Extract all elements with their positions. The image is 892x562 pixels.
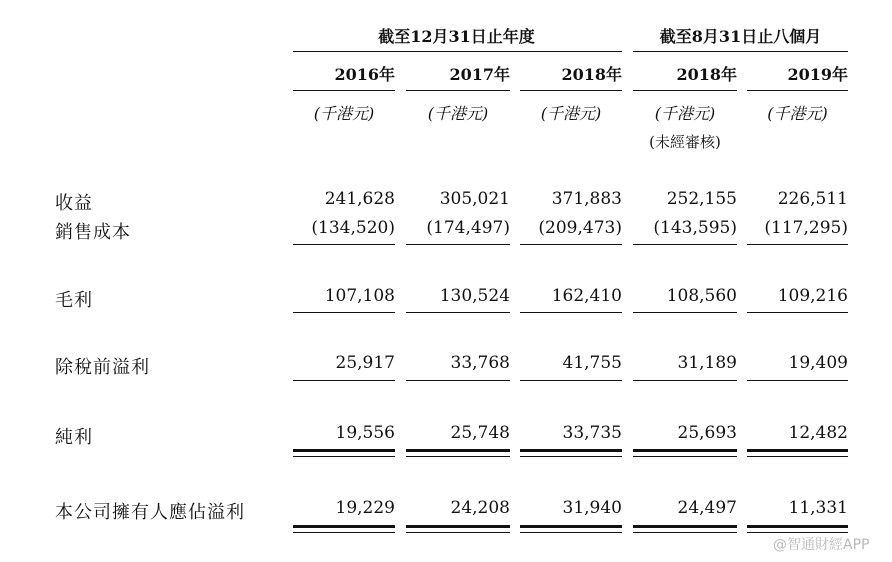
cell-value: 25,693: [677, 423, 737, 443]
row-rule: [293, 244, 395, 245]
row-rule: [406, 312, 510, 313]
cell-value: 33,768: [450, 353, 510, 373]
row-label: 除稅前溢利: [55, 357, 150, 378]
row-double-rule: [747, 525, 848, 528]
watermark-text: @智通財經APP: [773, 537, 870, 553]
cell-value: 130,524: [439, 286, 510, 306]
cell-value: 226,511: [777, 189, 848, 209]
cell-value: (209,473): [538, 218, 622, 238]
cell-value: (143,595): [653, 218, 737, 238]
row-double-rule: [747, 456, 848, 457]
cell-value: 107,108: [324, 286, 395, 306]
cell-value: 31,940: [562, 498, 622, 518]
row-double-rule: [633, 456, 737, 457]
column-year-rule: [520, 90, 622, 91]
column-year-rule: [293, 90, 395, 91]
cell-value: 305,021: [439, 189, 510, 209]
column-unit: (千港元): [540, 104, 602, 123]
row-double-rule: [406, 449, 510, 452]
column-year: 2019年: [787, 65, 848, 84]
column-unit: (千港元): [767, 104, 828, 123]
cell-value: 109,216: [777, 286, 848, 306]
row-label: 銷售成本: [55, 222, 131, 243]
row-rule: [633, 312, 737, 313]
row-double-rule: [406, 525, 510, 528]
row-double-rule: [520, 449, 622, 452]
cell-value: 241,628: [324, 189, 395, 209]
cell-value: 19,556: [335, 423, 395, 443]
column-year-rule: [747, 90, 848, 91]
row-rule: [406, 380, 510, 381]
row-rule: [293, 312, 395, 313]
row-double-rule: [633, 532, 737, 533]
row-double-rule: [520, 532, 622, 533]
cell-value: 24,208: [450, 498, 510, 518]
row-double-rule: [520, 525, 622, 528]
cell-value: 19,409: [788, 353, 848, 373]
header-group-interim-rule: [633, 51, 848, 52]
row-rule: [747, 312, 848, 313]
row-label: 收益: [55, 193, 93, 214]
row-double-rule: [293, 525, 395, 528]
cell-value: 11,331: [788, 498, 848, 518]
column-note-unaudited: (未經審核): [649, 133, 721, 151]
column-unit: (千港元): [313, 104, 375, 123]
cell-value: 371,883: [551, 189, 622, 209]
row-rule: [520, 312, 622, 313]
cell-value: (174,497): [426, 218, 510, 238]
cell-value: 33,735: [562, 423, 622, 443]
row-double-rule: [747, 449, 848, 452]
row-rule: [747, 380, 848, 381]
header-group-interim: 截至8月31日止八個月: [659, 27, 822, 46]
row-label: 毛利: [55, 290, 93, 311]
cell-value: 12,482: [788, 423, 848, 443]
row-double-rule: [293, 449, 395, 452]
row-rule: [406, 244, 510, 245]
cell-value: 108,560: [666, 286, 737, 306]
row-label: 本公司擁有人應佔溢利: [55, 502, 245, 523]
cell-value: 41,755: [562, 353, 622, 373]
column-year-rule: [406, 90, 510, 91]
header-group-annual: 截至12月31日止年度: [378, 27, 535, 46]
column-year: 2018年: [561, 65, 622, 84]
row-double-rule: [633, 449, 737, 452]
header-group-annual-rule: [293, 51, 622, 52]
column-year: 2017年: [449, 65, 510, 84]
cell-value: (117,295): [764, 218, 848, 238]
row-double-rule: [747, 532, 848, 533]
cell-value: (134,520): [311, 218, 395, 238]
cell-value: 162,410: [551, 286, 622, 306]
row-double-rule: [406, 532, 510, 533]
cell-value: 25,917: [335, 353, 395, 373]
column-unit: (千港元): [654, 104, 716, 123]
row-rule: [520, 380, 622, 381]
cell-value: 31,189: [677, 353, 737, 373]
cell-value: 252,155: [666, 189, 737, 209]
cell-value: 24,497: [677, 498, 737, 518]
cell-value: 19,229: [335, 498, 395, 518]
row-rule: [633, 244, 737, 245]
row-label: 純利: [55, 427, 93, 448]
row-double-rule: [520, 456, 622, 457]
row-double-rule: [406, 456, 510, 457]
column-unit: (千港元): [427, 104, 489, 123]
row-rule: [633, 380, 737, 381]
row-double-rule: [293, 532, 395, 533]
column-year: 2018年: [676, 65, 737, 84]
column-year-rule: [633, 90, 737, 91]
cell-value: 25,748: [450, 423, 510, 443]
row-double-rule: [293, 456, 395, 457]
row-rule: [293, 380, 395, 381]
column-year: 2016年: [334, 65, 395, 84]
row-rule: [747, 244, 848, 245]
row-rule: [520, 244, 622, 245]
row-double-rule: [633, 525, 737, 528]
